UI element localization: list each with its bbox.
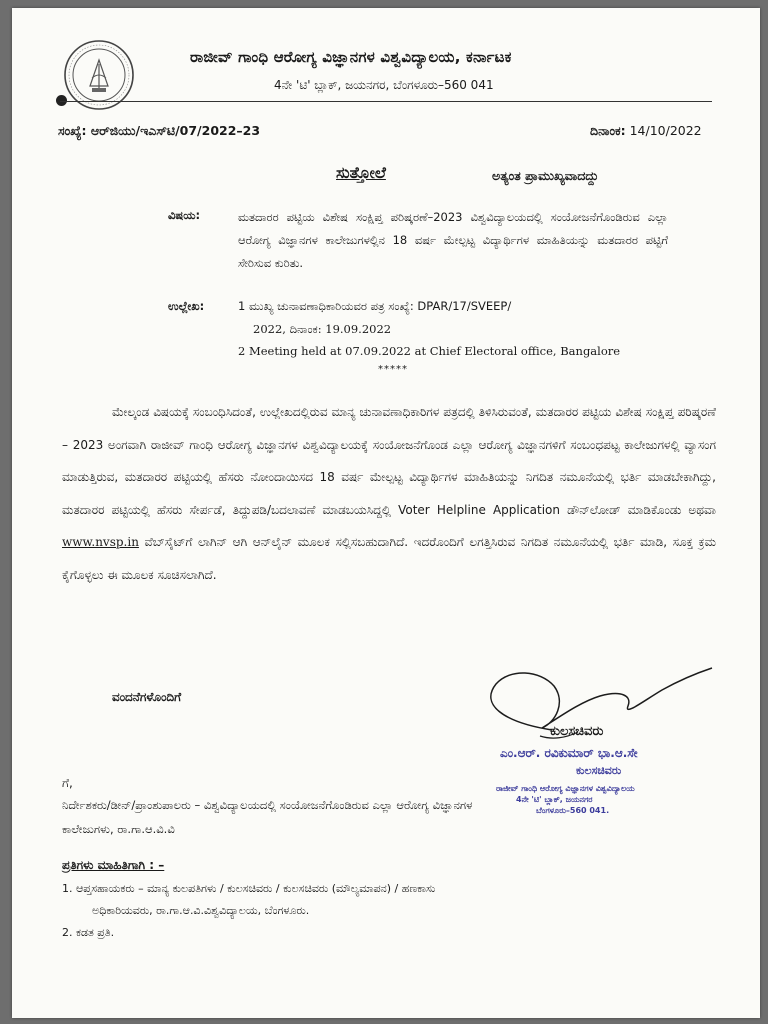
official-stamp [496, 746, 736, 816]
copies-heading: ಪ್ರತಿಗಳು ಮಾಹಿತಿಗಾಗಿ : – [62, 858, 165, 872]
body-text-1: ಮೇಲ್ಕಂಡ ವಿಷಯಕ್ಕೆ ಸಂಬಂಧಿಸಿದಂತೆ, ಉಲ್ಲೇಖದಲ್ಲಿರುವ ಮಾನ್ಯ ಚುನಾವಣಾಧಿಕಾರಿಗಳ ಪತ್ರದಲ್ಲಿ ತಿಳಿಸಿರುವಂತೆ, ಮತದಾರರ ಪಟ್ಟಿಯ ವಿಶೇಷ ಸಂಕ್ಷಿಪ್ತ ಪರಿಷ್ಕರಣೆ – 2023 ಅಂಗವಾಗಿ ರಾಜೀವ್ ಗಾಂಧಿ ಆರೋಗ್ಯ ವಿಜ್ಞಾನಗಳ ವಿಶ್ವವಿದ್ಯಾಲಯಕ್ಕೆ ಸಂಯೋಜನೆಗೊಂಡ ಎಲ್ಲಾ ಆರೋಗ್ಯ ವಿಜ್ಞಾನಗಳಿಗೆ ಸಂಬಂಧಪಟ್ಟ ಕಾಲೇಜುಗಳಲ್ಲಿ ವ್ಯಾಸಂಗ ಮಾಡುತ್ತಿರುವ, ಮತದಾರರ ಪಟ್ಟಿಯಲ್ಲಿ ಹೆಸರು ನೋಂದಾಯಿಸದ 18 ವರ್ಷ ಮೇಲ್ಪಟ್ಟ ವಿದ್ಯಾರ್ಥಿಗಳ ಮಾಹಿತಿಯನ್ನು ನಿಗದಿತ ನಮೂನೆಯಲ್ಲಿ ಭರ್ತಿ ಮಾಡಬೇಕಾಗಿದ್ದು, ಮತದಾರರ ಪಟ್ಟಿಯಲ್ಲಿ ಹೆಸರು ಸೇರ್ಪಡೆ, ತಿದ್ದುಪಡಿ/ಬದಲಾವಣೆ ಮಾಡಬಯಸಿದ್ದಲ್ಲಿ Voter Helpline Application ಡೌನ್‌ಲೋಡ್ ಮಾಡಿಕೊಂಡು ಅಥವಾ [62, 405, 716, 517]
reference-1-line-1: 1 ಮುಖ್ಯ ಚುನಾವಣಾಧಿಕಾರಿಯವರ ಪತ್ರ ಸಂಖ್ಯೆ: DPAR/17/SVEEP/ [238, 299, 512, 313]
section-separator: ***** [378, 364, 408, 375]
body-paragraph [62, 396, 716, 591]
copy-item-2: 2. ಕಡತ ಪ್ರತಿ. [62, 926, 115, 939]
subject-text: ಮತದಾರರ ಪಟ್ಟಿಯ ವಿಶೇಷ ಸಂಕ್ಷಿಪ್ತ ಪರಿಷ್ಕರಣೆ–2023 ವಿಶ್ವವಿದ್ಯಾಲಯದಲ್ಲಿ ಸಂಯೋಜನೆಗೊಂಡಿರುವ ಎಲ್ಲಾ ಆರೋಗ್ಯ ವಿಜ್ಞಾನಗಳ ಕಾಲೇಜುಗಳಲ್ಲಿನ 18 ವರ್ಷ ಮೇಲ್ಪಟ್ಟ ವಿದ್ಯಾರ್ಥಿಗಳ ಮಾಹಿತಿಯನ್ನು ಮತದಾರರ ಪಟ್ಟಿಗೆ ಸೇರಿಸುವ ಕುರಿತು. [238, 210, 668, 270]
stamp-city: ಬೆಂಗಳೂರು–560 041. [536, 806, 610, 815]
document-date [590, 123, 702, 139]
copy-item-1-line-1: 1. ಆಪ್ತಸಹಾಯಕರು – ಮಾನ್ಯ ಕುಲಪತಿಗಳು / ಕುಲಸಚಿವರು / ಕುಲಸಚಿವರು (ಮೌಲ್ಯಮಾಪನ) / ಹಣಕಾಸು [62, 882, 436, 895]
closing-greeting: ವಂದನೆಗಳೊಂದಿಗೆ [112, 690, 182, 704]
reference-1-line-2: 2022, ದಿನಾಂಕ: 19.09.2022 [253, 322, 392, 336]
university-address: 4ನೇ 'ಟಿ' ಬ್ಲಾಕ್, ಜಯನಗರ, ಬೆಂಗಳೂರು–560 041 [274, 78, 494, 92]
document-page [12, 8, 760, 1018]
recipient-label: ಗೆ, [62, 776, 73, 790]
stamp-institution: ರಾಜೀವ್ ಗಾಂಧಿ ಆರೋಗ್ಯ ವಿಜ್ಞಾನಗಳ ವಿಶ್ವವಿದ್ಯಾಲಯ [496, 784, 635, 793]
date-label: ದಿನಾಂಕ: [590, 123, 626, 138]
stamp-address: 4ನೇ 'ಟಿ' ಬ್ಲಾಕ್, ಜಯನಗರ [516, 795, 593, 804]
stamp-designation: ಕುಲಸಚಿವರು [576, 764, 622, 777]
date-value: 14/10/2022 [629, 123, 702, 138]
copy-item-1-line-2: ಅಧಿಕಾರಿಯವರು, ರಾ.ಗಾ.ಆ.ವಿ.ವಿಶ್ವವಿದ್ಯಾಲಯ, ಬೆಂಗಳೂರು. [92, 904, 310, 917]
header-divider [60, 101, 712, 102]
body-text-2: ವೆಬ್‌ಸೈಟ್‌ಗೆ ಲಾಗಿನ್ ಆಗಿ ಆನ್‌ಲೈನ್ ಮೂಲಕ ಸಲ್ಲಿಸಬಹುದಾಗಿದೆ. ಇದರೊಂದಿಗೆ ಲಗತ್ತಿಸಿರುವ ನಿಗದಿತ ನಮೂನೆಯಲ್ಲಿ ಭರ್ತಿ ಮಾಡಿ, ಸೂಕ್ತ ಕ್ರಮ ಕೈಗೊಳ್ಳಲು ಈ ಮೂಲಕ ಸೂಚಿಸಲಾಗಿದೆ. [62, 535, 716, 582]
subject-label: ವಿಷಯ: [168, 208, 201, 222]
recipient-line-1: ನಿರ್ದೇಶಕರು/ಡೀನ್/ಪ್ರಾಂಶುಪಾಲರು – ವಿಶ್ವವಿದ್ಯಾಲಯದಲ್ಲಿ ಸಂಯೋಜನೆಗೊಂಡಿರುವ ಎಲ್ಲಾ ಆರೋಗ್ಯ ವಿಜ್ಞಾನಗಳ [62, 798, 473, 812]
nvsp-link[interactable]: www.nvsp.in [62, 535, 139, 549]
circular-heading: ಸುತ್ತೋಲೆ [336, 163, 386, 182]
university-name: ರಾಜೀವ್ ಗಾಂಧಿ ಆರೋಗ್ಯ ವಿಜ್ಞಾನಗಳ ವಿಶ್ವವಿದ್ಯಾಲಯ, ಕರ್ನಾಟಕ [190, 48, 512, 66]
reference-number: ಸಂಖ್ಯೆ: ಆರ್‌ಜಿಯು/ಇಎಸ್‌ಟಿ/07/2022–23 [58, 123, 261, 138]
references-label: ಉಲ್ಲೇಖ: [168, 299, 205, 313]
signatory-title: ಕುಲಸಚಿವರು [550, 724, 604, 739]
recipient-line-2: ಕಾಲೇಜುಗಳು, ರಾ.ಗಾ.ಆ.ವಿ.ವಿ [62, 822, 175, 836]
stamp-name: ಎಂ.ಆರ್. ರವಿಕುಮಾರ್ ಭಾ.ಆ.ಸೇ [500, 746, 638, 760]
priority-label: ಅತ್ಯಂತ ಪ್ರಾಮುಖ್ಯವಾದದ್ದು [492, 168, 599, 183]
reference-2: 2 Meeting held at 07.09.2022 at Chief Electoral office, Bangalore [238, 344, 621, 358]
